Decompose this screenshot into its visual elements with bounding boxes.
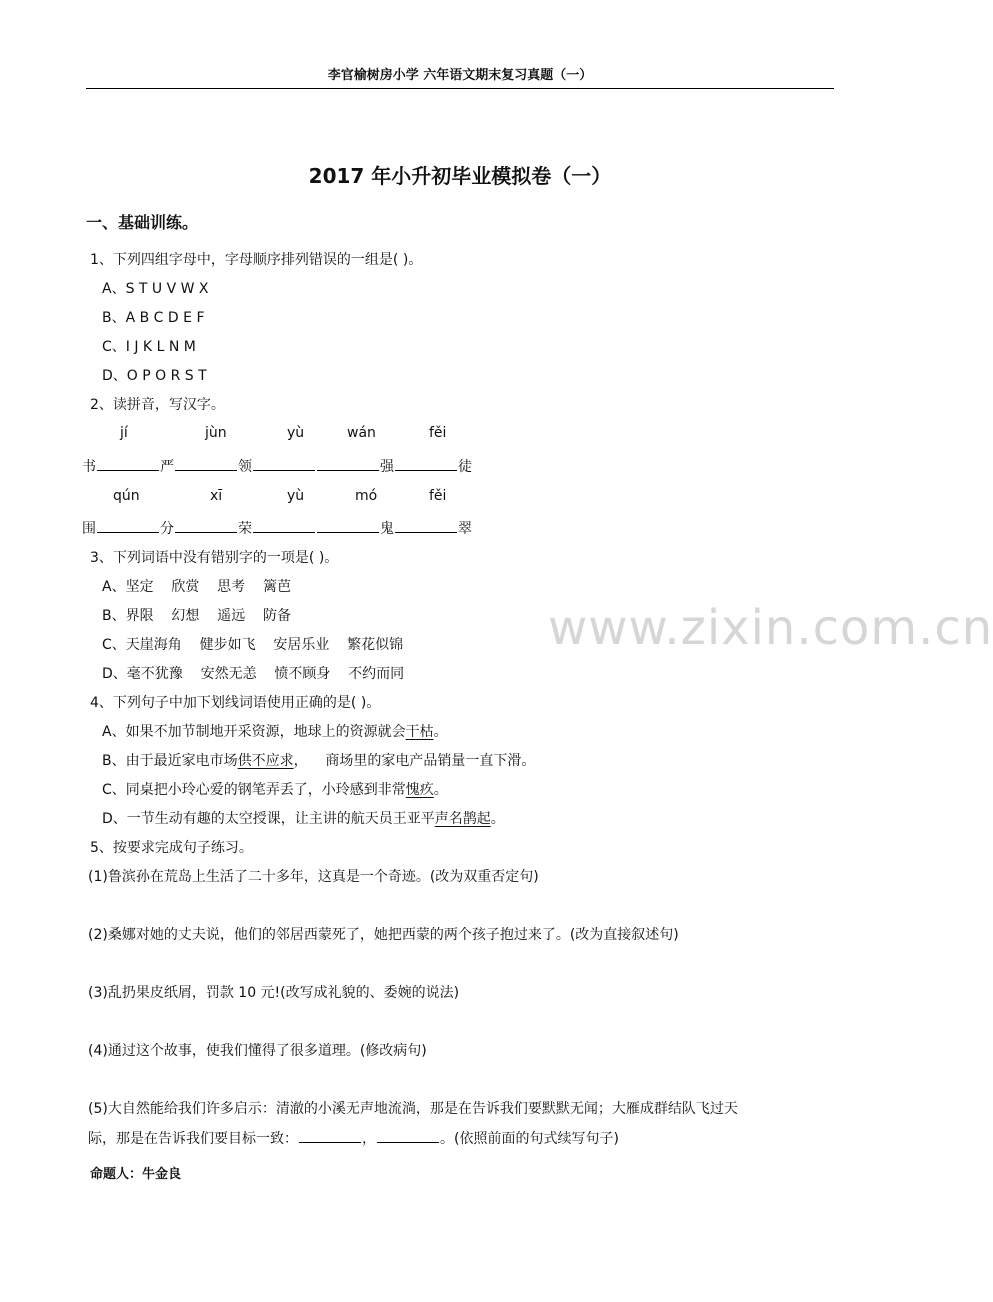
q3-option-b: B、界限 幻想 遥远 防备 <box>102 608 292 624</box>
q4-stem: 4、下列句子中加下划线词语使用正确的是( )。 <box>90 695 381 711</box>
q1-option-b: B、A B C D E F <box>102 310 205 326</box>
answer-blank[interactable] <box>395 518 457 533</box>
q5-sentence-4: (4)通过这个故事，使我们懂得了很多道理。(修改病句) <box>88 1043 427 1059</box>
q4-option-b <box>102 751 535 771</box>
q2-row1-writing <box>82 456 472 477</box>
char: 书 <box>82 459 96 475</box>
q5-sentence-5-line2 <box>88 1128 619 1149</box>
sentence-text: 际，那是在告诉我们要目标一致： <box>88 1131 298 1147</box>
watermark: www.zixin.com.cn <box>548 600 993 656</box>
q4-option-d <box>102 809 505 829</box>
pinyin: mó <box>355 488 378 504</box>
char: 翠 <box>458 521 472 537</box>
option-text: ， 商场里的家电产品销量一直下滑。 <box>293 753 536 769</box>
pinyin: yù <box>287 425 305 441</box>
option-text: A、如果不加节制地开采资源，地球上的资源就会 <box>102 724 406 740</box>
answer-blank[interactable] <box>317 518 379 533</box>
underlined-term: 干枯 <box>405 724 434 740</box>
option-text: 。 <box>433 724 448 740</box>
q4-option-c <box>102 780 448 800</box>
exam-title: 2017 年小升初毕业模拟卷（一） <box>308 164 612 188</box>
q5-stem: 5、按要求完成句子练习。 <box>90 840 253 856</box>
answer-blank[interactable] <box>97 518 159 533</box>
answer-blank[interactable] <box>253 518 315 533</box>
option-text: 。 <box>490 811 505 827</box>
char: 强 <box>380 459 394 475</box>
answer-blank[interactable] <box>299 1128 361 1143</box>
q2-row2-writing <box>82 518 472 539</box>
q3-option-a: A、坚定 欣赏 思考 篱芭 <box>102 579 291 595</box>
answer-blank[interactable] <box>317 456 379 471</box>
option-text: C、同桌把小玲心爱的钢笔弄丢了，小玲感到非常 <box>102 782 406 798</box>
answer-blank[interactable] <box>395 456 457 471</box>
page-header: 李官榆树房小学 六年语文期末复习真题（一） <box>327 68 593 83</box>
q5-sentence-1: (1)鲁滨孙在荒岛上生活了二十多年，这真是一个奇迹。(改为双重否定句) <box>88 869 539 885</box>
q1-option-c: C、I J K L N M <box>102 339 196 355</box>
char: 鬼 <box>380 521 394 537</box>
q4-option-a <box>102 722 448 742</box>
pinyin: qún <box>113 488 140 504</box>
pinyin: fěi <box>429 425 447 441</box>
option-text: B、由于最近家电市场 <box>102 753 238 769</box>
pinyin: jùn <box>205 425 227 441</box>
pinyin: xī <box>210 488 223 504</box>
q1-option-a: A、S T U V W X <box>102 281 209 297</box>
char: 徒 <box>458 459 472 475</box>
char: 领 <box>238 459 252 475</box>
sentence-text: ， <box>362 1131 376 1147</box>
q3-option-c: C、天崖海角 健步如飞 安居乐业 繁花似锦 <box>102 637 404 653</box>
option-text: D、一节生动有趣的太空授课，让主讲的航天员王亚平 <box>102 811 435 827</box>
header-rule <box>86 88 834 89</box>
q5-sentence-2: (2)桑娜对她的丈夫说，他们的邻居西蒙死了，她把西蒙的两个孩子抱过来了。(改为直接叙述句) <box>88 927 679 943</box>
pinyin: wán <box>347 425 376 441</box>
q2-stem: 2、读拼音，写汉字。 <box>90 397 225 413</box>
answer-blank[interactable] <box>377 1128 439 1143</box>
section-heading: 一、基础训练。 <box>86 213 199 232</box>
underlined-term: 供不应求 <box>237 753 294 769</box>
q5-sentence-5-line1: (5)大自然能给我们许多启示：清澈的小溪无声地流淌，那是在告诉我们要默默无闻；大雁成群结队飞过天 <box>88 1101 738 1117</box>
char: 分 <box>160 521 174 537</box>
underlined-term: 愧疚 <box>405 782 434 798</box>
q1-stem: 1、下列四组字母中，字母顺序排列错误的一组是( )。 <box>90 252 423 268</box>
option-text: 。 <box>433 782 448 798</box>
pinyin: jí <box>120 425 128 441</box>
author-credit: 命题人：牛金良 <box>90 1167 182 1182</box>
q1-option-d: D、O P O R S T <box>102 368 207 384</box>
pinyin: yù <box>287 488 305 504</box>
underlined-term: 声名鹊起 <box>434 811 491 827</box>
answer-blank[interactable] <box>175 518 237 533</box>
answer-blank[interactable] <box>97 456 159 471</box>
pinyin: fěi <box>429 488 447 504</box>
sentence-text: 。(依照前面的句式续写句子) <box>440 1131 619 1147</box>
answer-blank[interactable] <box>253 456 315 471</box>
char: 围 <box>82 521 96 537</box>
q3-option-d: D、毫不犹豫 安然无恙 愤不顾身 不约而同 <box>102 666 405 682</box>
q3-stem: 3、下列词语中没有错别字的一项是( )。 <box>90 550 339 566</box>
answer-blank[interactable] <box>175 456 237 471</box>
q5-sentence-3: (3)乱扔果皮纸屑，罚款 10 元!(改写成礼貌的、委婉的说法) <box>88 985 460 1001</box>
char: 荣 <box>238 521 252 537</box>
char: 严 <box>160 459 174 475</box>
